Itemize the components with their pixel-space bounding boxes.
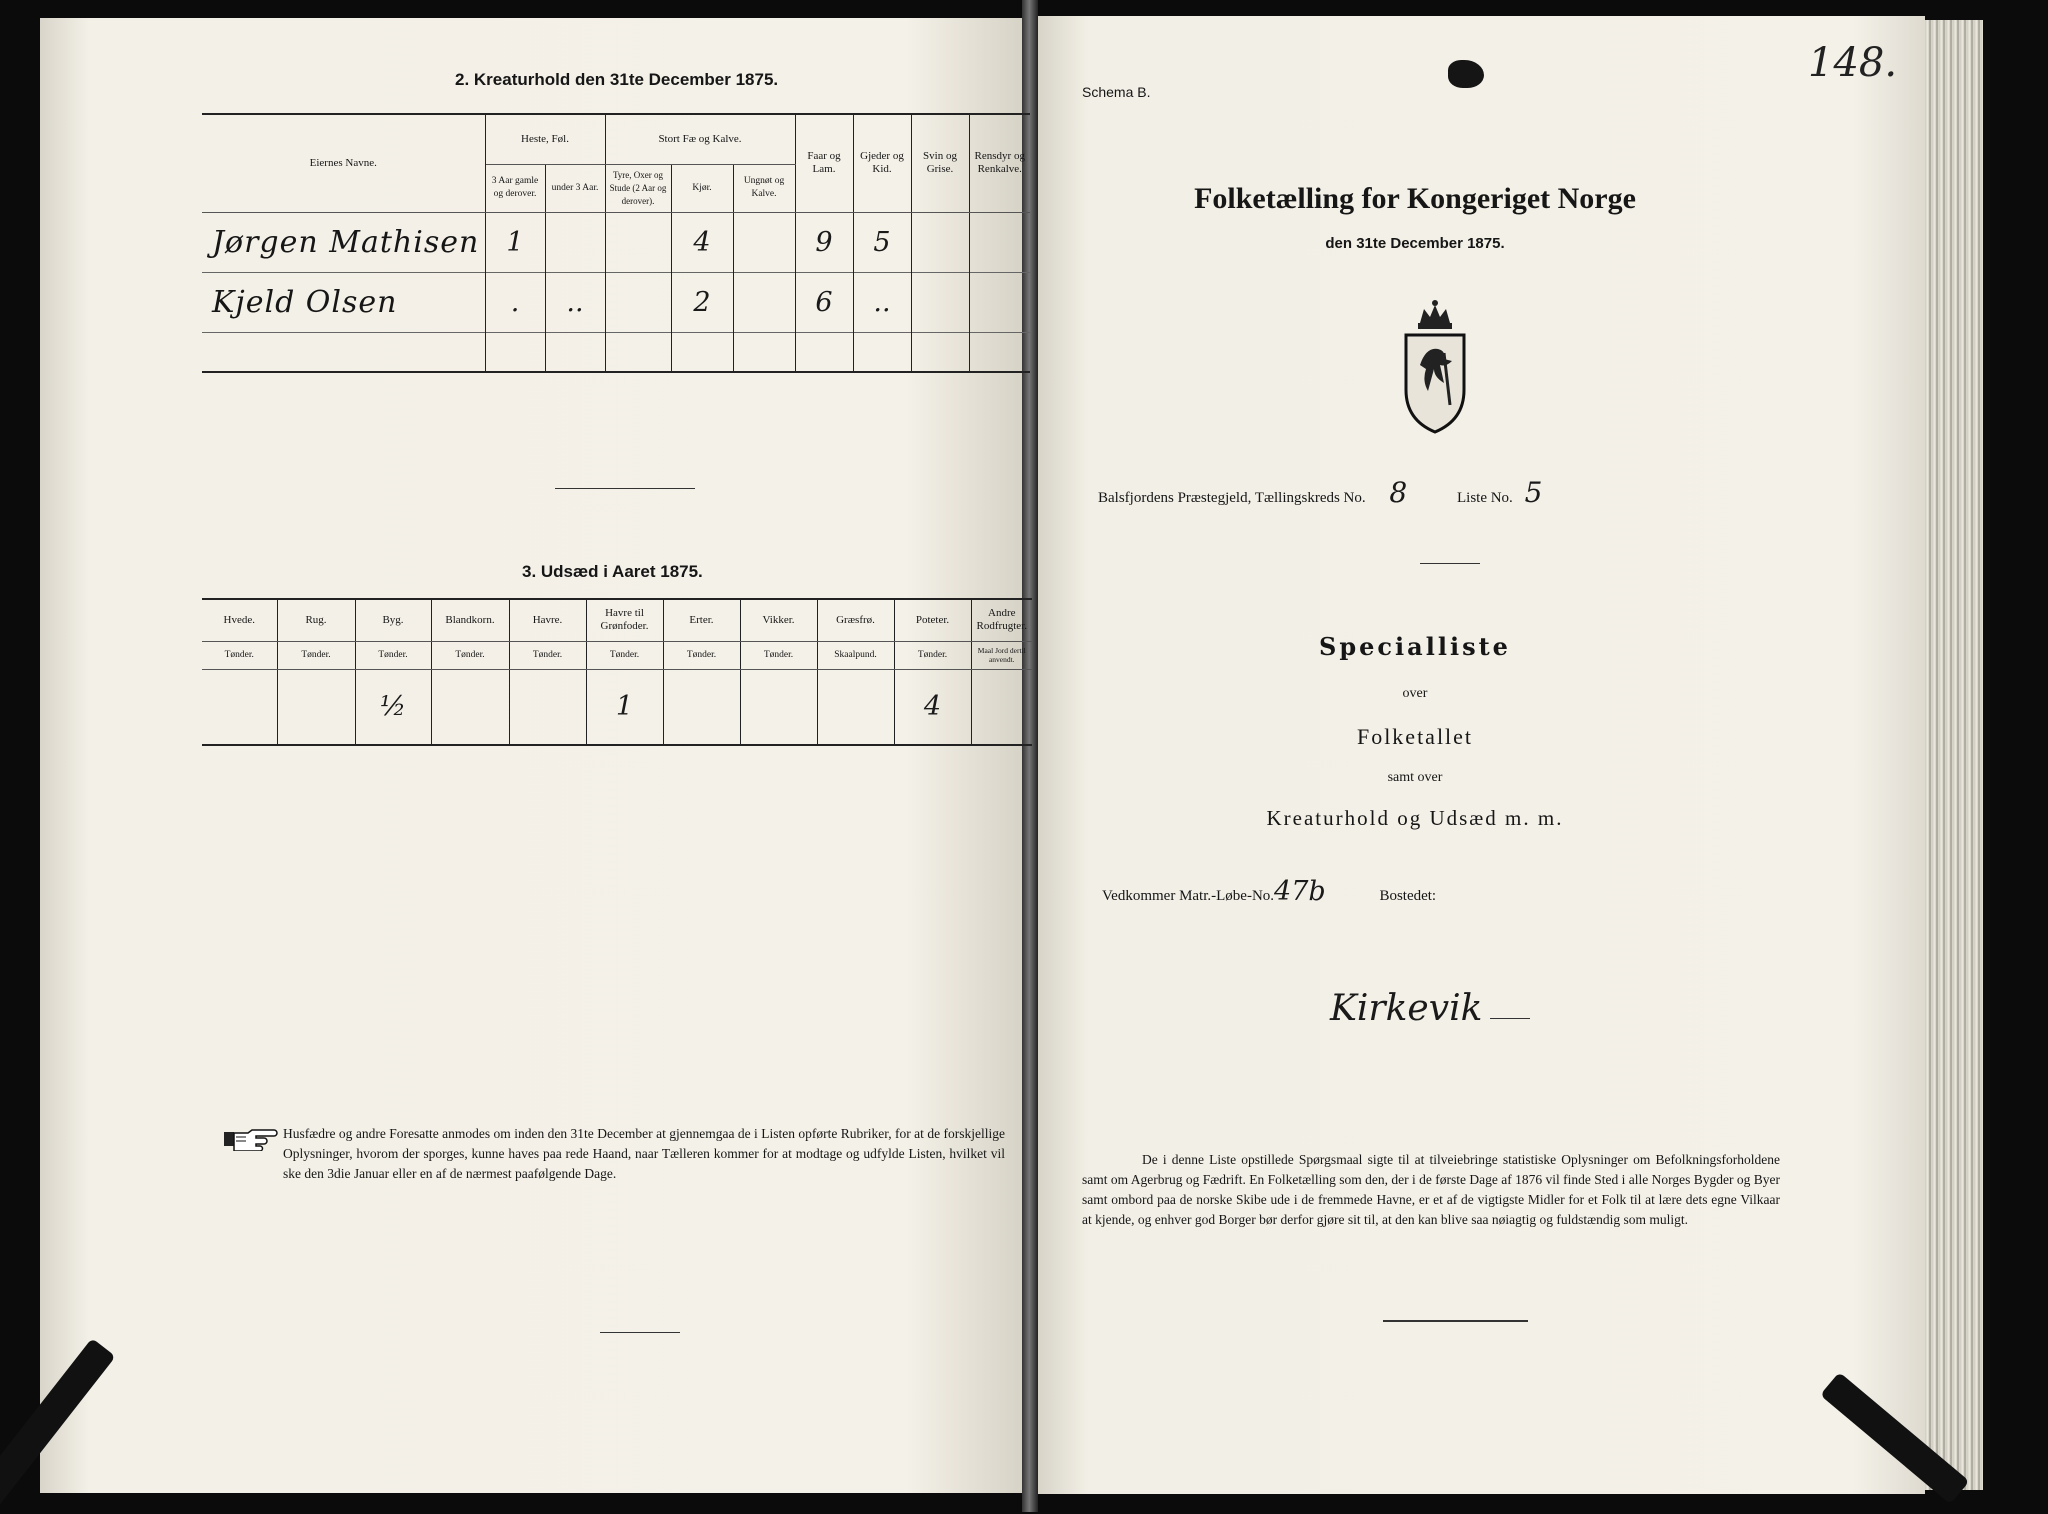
young-cattle-cell xyxy=(733,212,795,272)
owner-name-cell: Kjeld Olsen xyxy=(202,272,485,332)
horses-under3-header: under 3 Aar. xyxy=(545,164,605,212)
other-roots-cell xyxy=(971,669,1032,745)
young-cattle-cell xyxy=(733,332,795,372)
potatoes-header: Poteter. xyxy=(894,599,971,641)
vetch-cell xyxy=(740,669,817,745)
reindeer-cell xyxy=(969,272,1030,332)
peas-cell xyxy=(663,669,740,745)
cows-header: Kjør. xyxy=(671,164,733,212)
table-row xyxy=(202,212,1030,272)
goats-cell: 5 xyxy=(853,212,911,272)
divider xyxy=(1420,563,1480,564)
unit-label: Tønder. xyxy=(894,641,971,669)
table-row xyxy=(202,669,1032,745)
samt-over-label: samt over xyxy=(1387,770,1443,785)
horses-under3-cell: .. xyxy=(545,272,605,332)
rye-cell xyxy=(277,669,355,745)
unit-label: Tønder. xyxy=(509,641,586,669)
cows-cell: 4 xyxy=(671,212,733,272)
horses-3plus-cell: . xyxy=(485,272,545,332)
pigs-cell xyxy=(911,332,969,372)
table-row xyxy=(202,272,1030,332)
wheat-cell xyxy=(202,669,277,745)
divider xyxy=(600,1332,680,1333)
list-label: Liste No. xyxy=(1456,490,1513,506)
section-2-title: 2. Kreaturhold den 31te December 1875. xyxy=(455,70,779,89)
horses-3plus-cell xyxy=(485,332,545,372)
cows-cell xyxy=(671,332,733,372)
owner-name-cell: Jørgen Mathisen xyxy=(202,212,485,272)
reindeer-header: Rensdyr og Renkalve. xyxy=(969,114,1030,212)
oats-cell xyxy=(509,669,586,745)
over-label: over xyxy=(1402,686,1428,701)
wheat-header: Hvede. xyxy=(202,599,277,641)
horses-3plus-header: 3 Aar gamle og derover. xyxy=(485,164,545,212)
folketallet-label: Folketallet xyxy=(1356,724,1474,749)
mixed-grain-header: Blandkorn. xyxy=(431,599,509,641)
bostedet-value: Kirkevik xyxy=(1330,988,1483,1029)
parish-label: Balsfjordens Præstegjeld, xyxy=(1098,490,1252,506)
bulls-cell xyxy=(605,272,671,332)
unit-label: Skaalpund. xyxy=(817,641,894,669)
sowing-table xyxy=(202,598,1032,746)
table-row xyxy=(202,332,1030,372)
livestock-table xyxy=(202,113,1030,373)
unit-label: Tønder. xyxy=(202,641,277,669)
district-label: Tællingskreds No. xyxy=(1254,490,1366,506)
horses-3plus-cell: 1 xyxy=(485,212,545,272)
schema-label: Schema B. xyxy=(1082,84,1151,100)
sheep-cell: 9 xyxy=(795,212,853,272)
property-line xyxy=(1102,876,1436,907)
green-oats-cell: 1 xyxy=(586,669,663,745)
unit-label: Tønder. xyxy=(431,641,509,669)
special-list-title: Specialliste xyxy=(1319,632,1511,661)
horses-under3-cell xyxy=(545,332,605,372)
page-number: 148. xyxy=(1808,40,1898,86)
vetch-header: Vikker. xyxy=(740,599,817,641)
unit-label: Tønder. xyxy=(586,641,663,669)
other-roots-header: Andre Rodfrugter. xyxy=(971,599,1032,641)
parish-line xyxy=(1098,476,1542,509)
district-number: 8 xyxy=(1389,476,1408,509)
barley-header: Byg. xyxy=(355,599,431,641)
mixed-grain-cell xyxy=(431,669,509,745)
owner-names-header: Eiernes Navne. xyxy=(202,114,485,212)
goats-cell xyxy=(853,332,911,372)
potatoes-cell: 4 xyxy=(894,669,971,745)
grass-seed-header: Græsfrø. xyxy=(817,599,894,641)
pigs-cell xyxy=(911,272,969,332)
unit-label: Tønder. xyxy=(740,641,817,669)
cattle-header: Stort Fæ og Kalve. xyxy=(605,114,795,164)
notice-text: Husfædre og andre Foresatte anmodes om inden den 31te December at gjennemgaa de i Listen opførte Rubriker, for at de forskjellige Oplysninger, hvorom der sporges, kunne haves paa rede Haand, naar Tælleren kommer for at modtage og udfylde Listen, hvilket vil ske den 3die Januar eller en af de nærmest paafølgende Dage. xyxy=(283,1126,1005,1181)
matr-label: Vedkommer Matr.-Løbe-No. xyxy=(1102,888,1275,904)
main-title: Folketælling for Kongeriget Norge xyxy=(1194,182,1636,215)
goats-header: Gjeder og Kid. xyxy=(853,114,911,212)
goats-cell: .. xyxy=(853,272,911,332)
horses-under3-cell xyxy=(545,212,605,272)
barley-cell: ½ xyxy=(355,669,431,745)
young-cattle-header: Ungnøt og Kalve. xyxy=(733,164,795,212)
rye-header: Rug. xyxy=(277,599,355,641)
unit-label: Tønder. xyxy=(355,641,431,669)
matr-number: 47b xyxy=(1274,876,1326,907)
divider xyxy=(1383,1320,1528,1322)
section-3-title: 3. Udsæd i Aaret 1875. xyxy=(522,562,703,581)
divider xyxy=(1490,1018,1530,1019)
footer-text: De i denne Liste opstillede Spørgsmaal sigte til at tilveiebringe statistiske Oplysninger om Befolkningsforholdene samt om Agerbrug og Fædrift. En Folketælling som den, der i de første Dage af 1876 vil finde Sted i alle Norges Bygder og Byer samt ombord paa de norske Skibe ude i de fremmede Havne, er et af de vigtigste Midler for et Folk til at lære dets egne Vilkaar at kjende, og enhver god Borger bør derfor gjøre sit til, at den kan blive saa nøiagtig og fuldstændig som muligt. xyxy=(1082,1152,1780,1227)
unit-label: Tønder. xyxy=(277,641,355,669)
pigs-header: Svin og Grise. xyxy=(911,114,969,212)
pigs-cell xyxy=(911,212,969,272)
livestock-sowing-label: Kreaturhold og Udsæd m. m. xyxy=(1266,806,1564,830)
cows-cell: 2 xyxy=(671,272,733,332)
unit-label: Tønder. xyxy=(663,641,740,669)
unit-label: Maal Jord dertil anvendt. xyxy=(971,641,1032,669)
bostedet-label: Bostedet: xyxy=(1379,888,1437,904)
ink-blot xyxy=(1448,60,1484,88)
census-date: den 31te December 1875. xyxy=(1325,235,1505,252)
bulls-oxen-header: Tyre, Oxer og Stude (2 Aar og derover). xyxy=(605,164,671,212)
horses-header: Heste, Føl. xyxy=(485,114,605,164)
grass-seed-cell xyxy=(817,669,894,745)
green-oats-header: Havre til Grønfoder. xyxy=(586,599,663,641)
reindeer-cell xyxy=(969,332,1030,372)
sheep-header: Faar og Lam. xyxy=(795,114,853,212)
list-number: 5 xyxy=(1524,476,1543,509)
owner-name-cell xyxy=(202,332,485,372)
reindeer-cell xyxy=(969,212,1030,272)
young-cattle-cell xyxy=(733,272,795,332)
oats-header: Havre. xyxy=(509,599,586,641)
peas-header: Erter. xyxy=(663,599,740,641)
norwegian-lion-coat-of-arms-icon xyxy=(1400,295,1470,439)
sheep-cell: 6 xyxy=(795,272,853,332)
pointing-hand-icon xyxy=(222,1127,278,1155)
sheep-cell xyxy=(795,332,853,372)
page-edges xyxy=(1925,20,1983,1490)
bulls-cell xyxy=(605,212,671,272)
bulls-cell xyxy=(605,332,671,372)
divider xyxy=(555,488,695,489)
